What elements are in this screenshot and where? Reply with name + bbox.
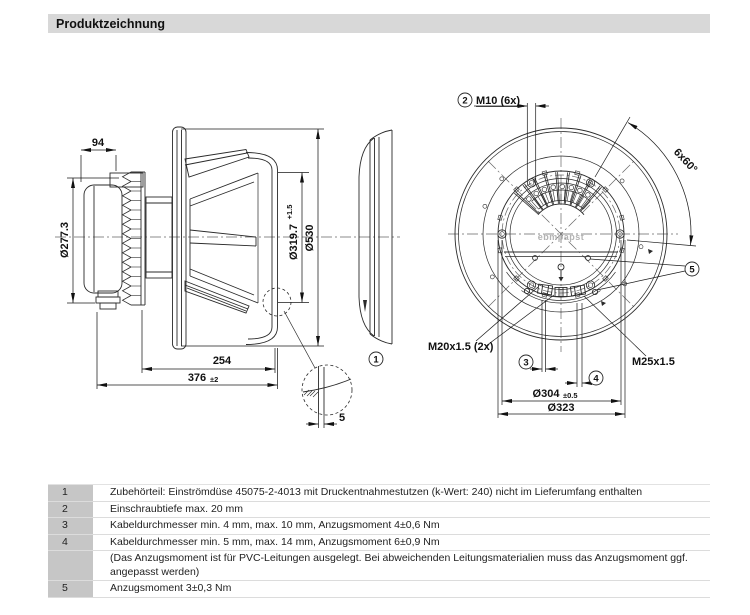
note-text: Zubehörteil: Einströmdüse 45075-2-4013 mit Druckentnahmestutzen (k-Wert: 240) nicht im Lieferumfang enthalten	[110, 486, 643, 498]
dim-304-tol: ±0.5	[563, 391, 578, 400]
label-m20: M20x1.5 (2x)	[428, 341, 494, 353]
dim-5: 5	[339, 412, 346, 424]
hub-cylinder	[146, 197, 172, 278]
dim-376-tol: ±2	[210, 375, 219, 384]
note-number: 2	[48, 502, 93, 518]
impeller-back-disc	[173, 127, 187, 349]
motor-housing	[84, 173, 143, 309]
ebmpapst-logo: ebmpapst	[537, 232, 585, 242]
motor-fin-disc	[123, 172, 146, 305]
note-text: (Das Anzugsmoment ist für PVC-Leitungen ausgelegt. Bei abweichenden Leitungsmaterialien muss das Anzugsmoment ggf. angepasst werden)	[110, 552, 688, 578]
callout-3-label: 3	[523, 357, 529, 369]
dim-530: Ø530	[304, 224, 316, 252]
dim-376: 376	[187, 372, 207, 384]
table-row	[48, 535, 710, 552]
note-text: Einschraubtiefe max. 20 mm	[110, 502, 244, 515]
note-number: 5	[48, 581, 93, 597]
table-row	[48, 502, 710, 519]
callout-1-label: 1	[373, 354, 379, 366]
dim-319: Ø319.7	[288, 223, 300, 261]
front-dimensions	[474, 103, 696, 418]
front-plate	[246, 153, 278, 345]
impeller-blades	[185, 150, 249, 314]
note-number: 4	[48, 535, 93, 551]
note-text: Anzugsmoment 3±0,3 Nm	[110, 582, 232, 594]
label-m10: M10 (6x)	[476, 95, 521, 107]
page-title: Produktzeichnung	[56, 16, 166, 31]
side-view	[55, 127, 400, 428]
note-number: 1	[48, 485, 93, 501]
dim-319-tol: +1.5	[285, 204, 294, 220]
notes-table	[48, 484, 710, 598]
support-cone	[190, 173, 258, 303]
dim-254: 254	[212, 355, 232, 367]
callout-2	[458, 93, 472, 107]
section-header	[48, 14, 710, 33]
front-view	[428, 93, 699, 418]
label-angle: 6x60°	[670, 146, 700, 176]
dim-323: Ø323	[547, 402, 575, 414]
callout-4-label: 4	[593, 373, 599, 385]
callout-5-label: 5	[689, 264, 695, 276]
table-row	[48, 581, 710, 598]
technical-drawing	[0, 40, 750, 484]
detail-reference-circle	[263, 288, 291, 316]
callout-3	[519, 355, 533, 369]
note-number	[48, 551, 93, 580]
detail-view	[302, 365, 352, 415]
callout-5	[685, 262, 699, 276]
note-text: Kabeldurchmesser min. 5 mm, max. 14 mm, Anzugsmoment 6±0,9 Nm	[110, 535, 440, 548]
note-text: Kabeldurchmesser min. 4 mm, max. 10 mm, Anzugsmoment 4±0,6 Nm	[110, 519, 440, 531]
table-row	[48, 485, 710, 502]
callout-1	[369, 352, 383, 366]
detail-leader	[284, 311, 315, 368]
callout-2-label: 2	[462, 95, 468, 107]
table-row	[48, 518, 710, 535]
dim-277: Ø277.3	[59, 221, 71, 259]
label-m25: M25x1.5	[632, 356, 675, 368]
table-row	[48, 551, 710, 581]
note-number: 3	[48, 518, 93, 534]
callout-4	[589, 371, 603, 385]
dim-94: 94	[91, 137, 105, 149]
dim-304: Ø304	[532, 388, 560, 400]
